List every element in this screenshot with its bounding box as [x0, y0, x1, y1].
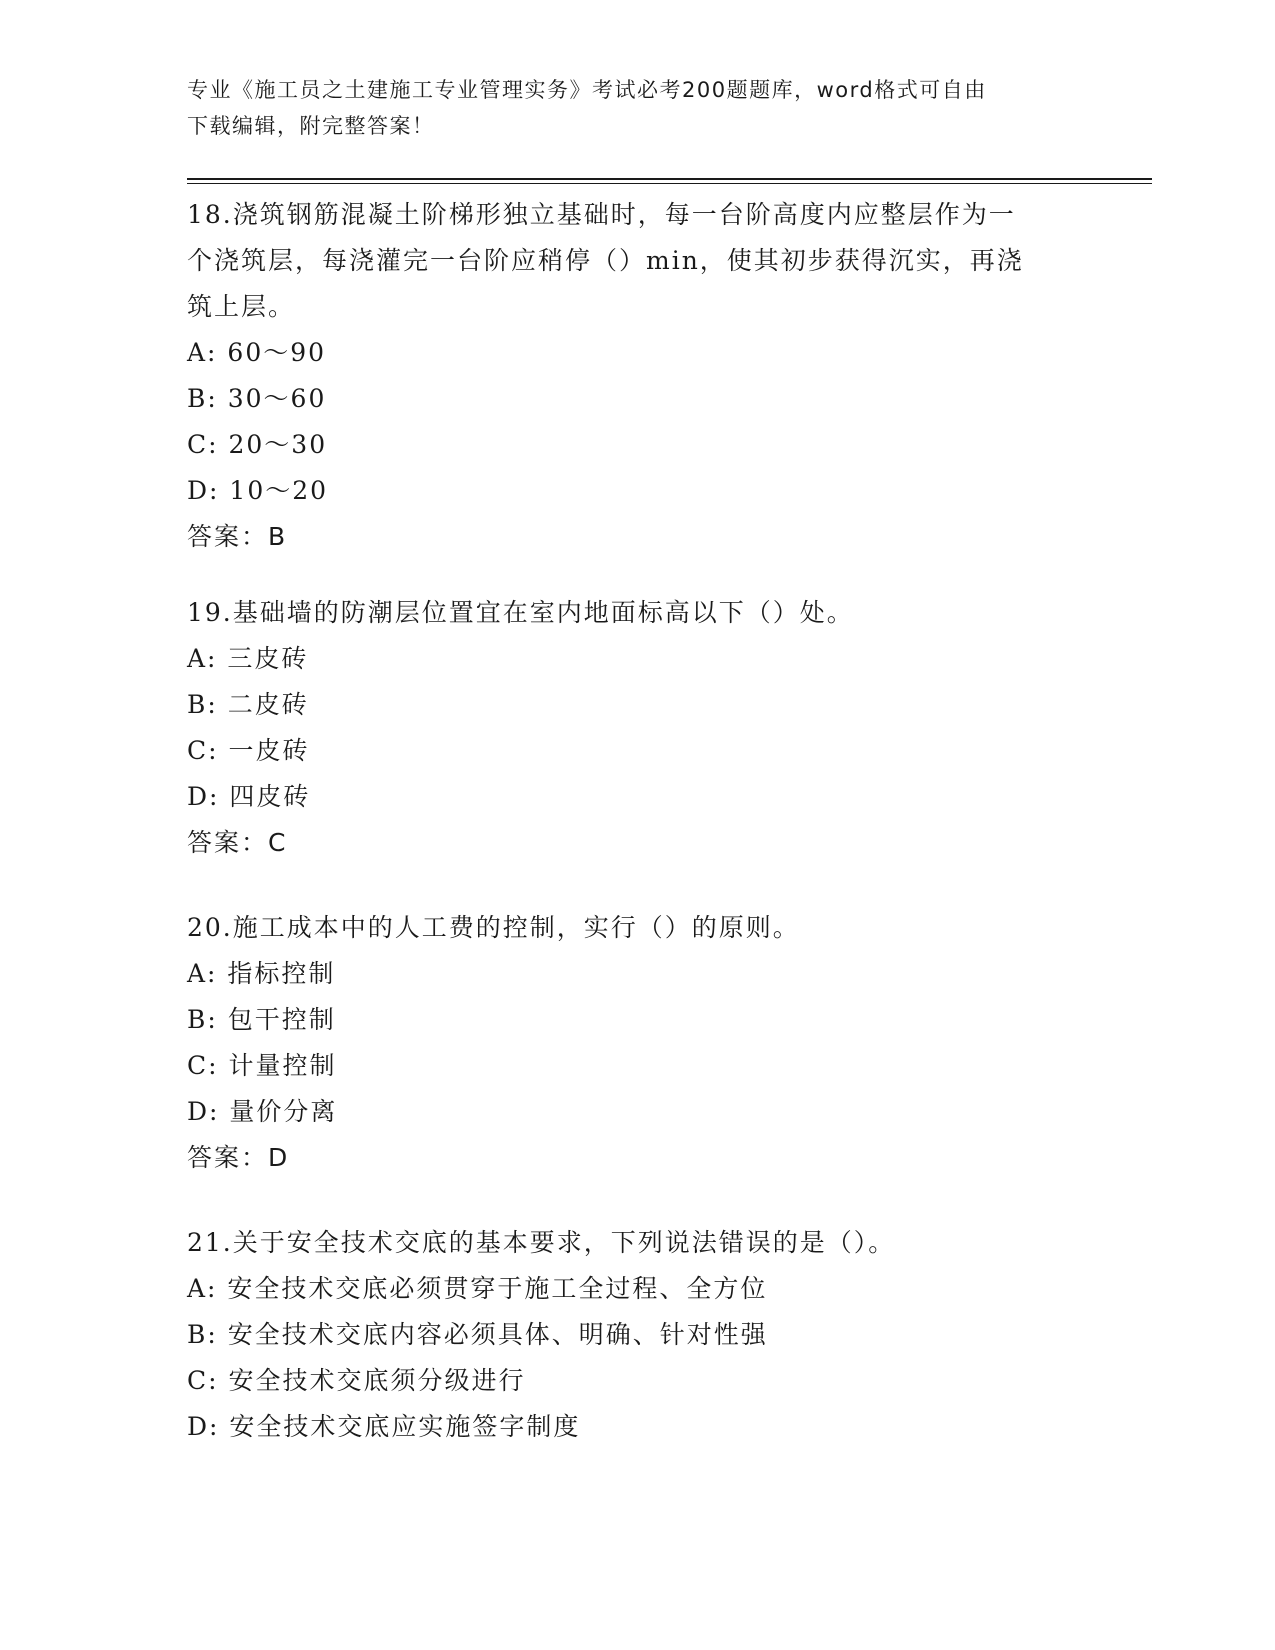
header-line-2: 下载编辑，附完整答案！	[187, 114, 435, 138]
option-d: D: 量价分离	[187, 1097, 338, 1126]
header-line-1: 专业《施工员之土建施工专业管理实务》考试必考200题题库，word格式可自由	[187, 78, 987, 102]
document-header	[187, 72, 1067, 144]
option-c: C: 计量控制	[187, 1051, 337, 1080]
stem-line: 20.施工成本中的人工费的控制，实行（）的原则。	[187, 913, 800, 942]
option-b: B: 包干控制	[187, 1005, 336, 1034]
question-stem	[187, 192, 1087, 330]
stem-line: 个浇筑层，每浇灌完一台阶应稍停（）min，使其初步获得沉实，再浇	[187, 246, 1024, 275]
answer: 答案：C	[187, 828, 288, 857]
option-b: B: 30～60	[187, 384, 327, 413]
question-20	[187, 905, 1087, 1181]
option-a: A: 60～90	[187, 338, 327, 367]
stem-line: 21.关于安全技术交底的基本要求，下列说法错误的是（）。	[187, 1228, 896, 1257]
option-c: C: 一皮砖	[187, 736, 310, 765]
question-18	[187, 192, 1087, 560]
option-a: A: 安全技术交底必须贯穿于施工全过程、全方位	[187, 1274, 768, 1303]
header-divider	[187, 178, 1152, 180]
answer: 答案：B	[187, 522, 288, 551]
question-21	[187, 1220, 1087, 1450]
question-stem	[187, 905, 1087, 951]
question-stem	[187, 590, 1087, 636]
option-d: D: 四皮砖	[187, 782, 311, 811]
stem-line: 筑上层。	[187, 292, 296, 321]
option-c: C: 安全技术交底须分级进行	[187, 1366, 526, 1395]
option-a: A: 三皮砖	[187, 644, 309, 673]
option-a: A: 指标控制	[187, 959, 336, 988]
answer: 答案：D	[187, 1143, 290, 1172]
option-d: D: 10～20	[187, 476, 329, 505]
option-c: C: 20～30	[187, 430, 328, 459]
option-b: B: 二皮砖	[187, 690, 309, 719]
question-19	[187, 590, 1087, 866]
stem-line: 19.基础墙的防潮层位置宜在室内地面标高以下（）处。	[187, 598, 854, 627]
stem-line: 18.浇筑钢筋混凝土阶梯形独立基础时，每一台阶高度内应整层作为一	[187, 200, 1016, 229]
option-d: D: 安全技术交底应实施签字制度	[187, 1412, 581, 1441]
question-stem	[187, 1220, 1087, 1266]
header-divider-thin	[187, 183, 1152, 184]
option-b: B: 安全技术交底内容必须具体、明确、针对性强	[187, 1320, 768, 1349]
